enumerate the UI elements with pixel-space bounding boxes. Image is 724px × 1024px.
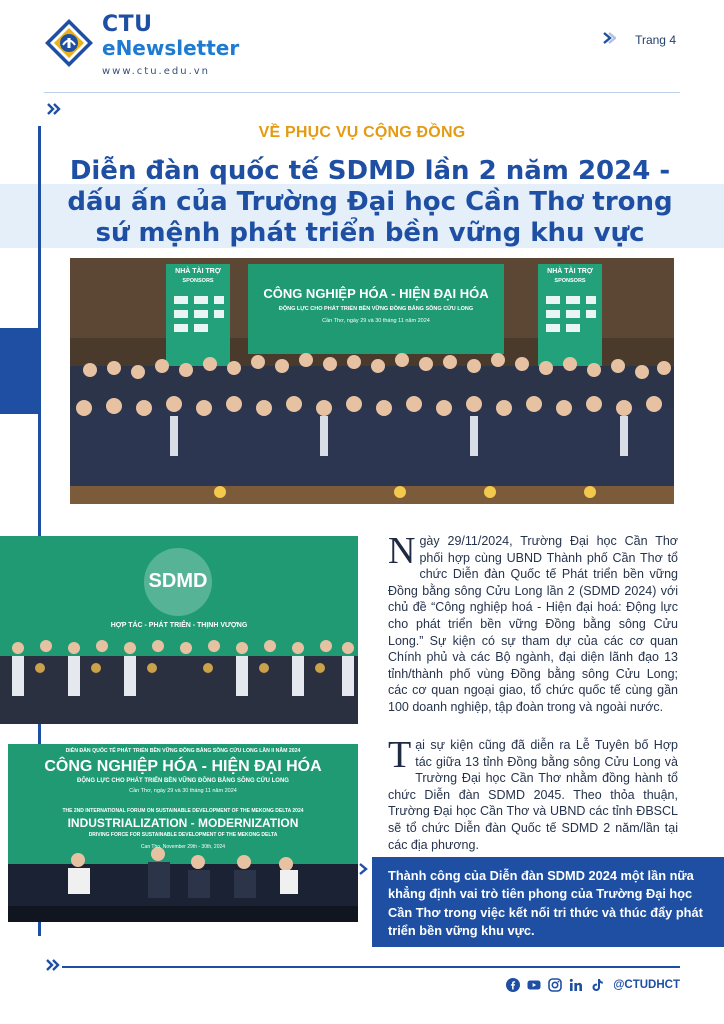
article-title: Diễn đàn quốc tế SDMD lần 2 năm 2024 - dấu ấn của Trường Đại học Cần Thơ trong sứ mệnh phát triển bền vững khu vực <box>67 156 673 248</box>
stage3-en-top: THE 2ND INTERNATIONAL FORUM ON SUSTAINABLE DEVELOPMENT OF THE MEKONG DELTA 2024 <box>62 808 304 814</box>
linkedin-icon[interactable] <box>569 978 583 992</box>
left-accent-block <box>0 328 38 414</box>
page-number: Trang 4 <box>635 33 676 47</box>
facebook-icon[interactable] <box>506 978 520 992</box>
stage3-en-heading: INDUSTRIALIZATION - MODERNIZATION <box>67 816 299 830</box>
brand-block <box>102 14 239 77</box>
youtube-icon[interactable] <box>527 978 541 992</box>
stage-heading-main: CÔNG NGHIỆP HÓA - HIỆN ĐẠI HÓA <box>263 286 489 301</box>
paragraph-2-text: ại sự kiện cũng đã diễn ra Lễ Tuyên bố Hợp tác giữa 13 tỉnh Đồng bằng sông Cửu Long và Trường Đại học Cần Thơ nhằm đồng hành tổ chức Diễn đàn SDMD 2045. Theo thỏa thuận, Trường Đại học Cần Thơ và UBND các tỉnh ĐBSCL sẽ tổ chức Diễn đàn Quốc tế SDMD 2 năm/lần tại các địa phương. <box>388 738 678 852</box>
highlight-quote-box <box>372 857 724 947</box>
brand-enewsletter: eNewsletter <box>102 36 240 60</box>
highlight-quote-text: Thành công của Diễn đàn SDMD 2024 một lần nữa khẳng định vai trò tiên phong của Trường Đại học Cần Thơ trong việc kết nối tri thức và thúc đẩy phát triển bền vững khu vực. <box>388 868 703 939</box>
double-chevron-icon <box>46 102 62 116</box>
drop-cap-1: N <box>388 530 416 572</box>
stage3-top-line: DIỄN ĐÀN QUỐC TẾ PHÁT TRIỂN BỀN VỮNG ĐỒNG BẰNG SÔNG CỬU LONG LẦN II NĂM 2024 <box>65 748 301 754</box>
section-category: VỀ PHỤC VỤ CỘNG ĐỒNG <box>258 124 466 141</box>
stage3-place: Cần Thơ, ngày 29 và 30 tháng 11 năm 2024 <box>129 788 237 794</box>
panel-discussion-photo <box>8 744 358 922</box>
stage-subheading-main: ĐỘNG LỰC CHO PHÁT TRIỂN BỀN VỮNG ĐỒNG BẰNG SÔNG CỬU LONG <box>278 306 474 312</box>
sponsor-board-right: NHÀ TÀI TRỢ <box>547 268 593 275</box>
brand-ctu: CTU <box>102 12 153 37</box>
header-divider <box>44 92 680 93</box>
tiktok-icon[interactable] <box>590 978 604 992</box>
quote-chevron-icon <box>358 862 370 876</box>
paragraph-1-text: gày 29/11/2024, Trường Đại học Cần Thơ phối hợp cùng UBND Thành phố Cần Thơ tổ chức Diễn đàn Quốc tế Phát triển bền vững Đồng bằng sông Cửu Long lần 2 (SDMD 2024) với chủ đề “Công nghiệp hoá - Hiện đại hoá: Động lực cho phát triển bền vững Đồng bằng sông Cửu Long.” Sự kiện có sự tham dự của các cơ quan Chính phủ và các Bộ ngành, đại diện lãnh đạo 13 tỉnh/thành phố vùng Đồng bằng sông Cửu Long; các cơ quan ngoại giao, tổ chức quốc tế cùng gần 100 doanh nghiệp, tập đoàn trong và ngoài nước. <box>388 534 678 714</box>
article-paragraph-1 <box>388 530 678 716</box>
stage-tagline: HỢP TÁC - PHÁT TRIỂN - THỊNH VƯỢNG <box>110 622 248 629</box>
declaration-ceremony-photo <box>0 536 358 724</box>
footer-double-chevron-icon <box>44 958 62 972</box>
stage3-heading: CÔNG NGHIỆP HÓA - HIỆN ĐẠI HÓA <box>44 758 322 775</box>
sponsor-board-right-en: SPONSORS <box>554 278 586 284</box>
ctu-logo-seal <box>44 18 94 68</box>
sponsor-board-left-en: SPONSORS <box>182 278 214 284</box>
stage3-subheading: ĐỘNG LỰC CHO PHÁT TRIỂN BỀN VỮNG ĐỒNG BẰNG SÔNG CỬU LONG <box>77 778 289 784</box>
social-handle[interactable]: @CTUDHCT <box>613 979 680 991</box>
stage3-en-subheading: DRIVING FORCE FOR SUSTAINABLE DEVELOPMENT OF THE MEKONG DELTA <box>88 832 278 838</box>
sdmd-logo-text: SDMD <box>148 570 208 592</box>
article-paragraph-2 <box>388 734 678 853</box>
footer-divider <box>44 966 680 968</box>
instagram-icon[interactable] <box>548 978 562 992</box>
group-photo-main <box>70 258 674 504</box>
website-url[interactable]: www.ctu.edu.vn <box>102 66 211 77</box>
chevron-right-icon <box>602 31 616 45</box>
drop-cap-2: T <box>388 734 412 776</box>
sponsor-board-left: NHÀ TÀI TRỢ <box>175 268 221 275</box>
stage3-en-place: Can Tho, November 29th - 30th, 2024 <box>140 844 226 850</box>
stage-place-main: Cần Thơ, ngày 29 và 30 tháng 11 năm 2024 <box>322 318 430 324</box>
social-links <box>506 978 680 992</box>
